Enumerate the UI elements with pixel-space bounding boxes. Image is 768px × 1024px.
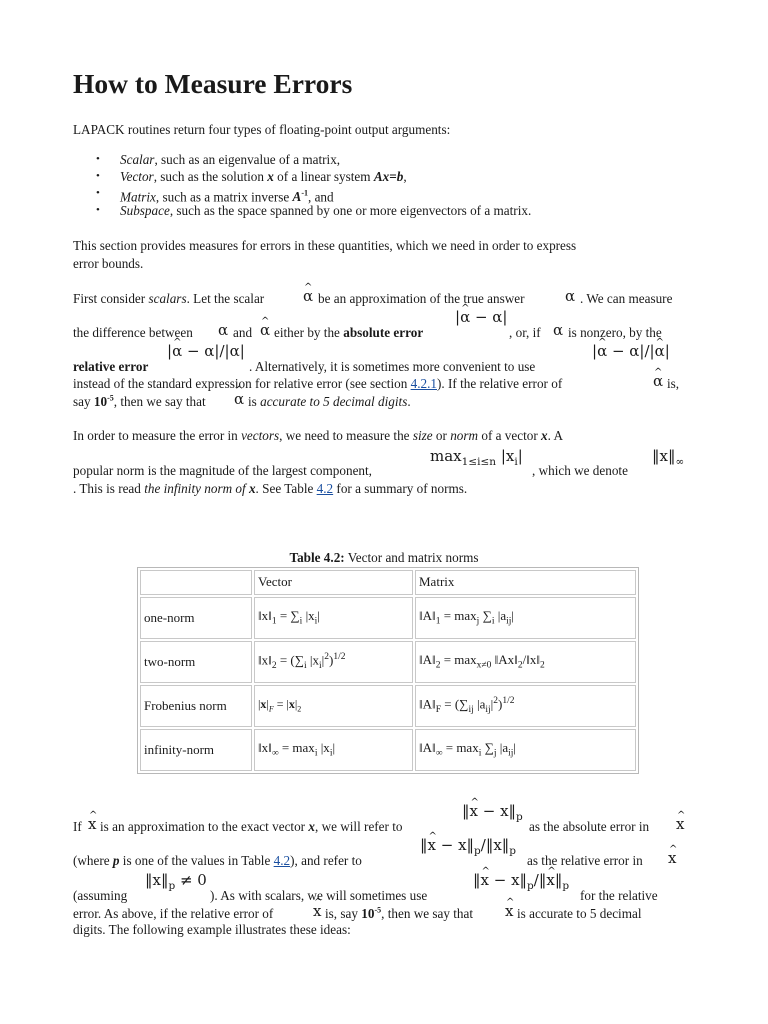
table-link-4-2[interactable]: 4.2: [316, 481, 334, 496]
matrix-norm-formula: $‖A‖_F = (\sum_{ij}$ $|a_{ij}|^2)^{1/2}$: [415, 685, 636, 727]
norm-name: two-norm: [140, 641, 252, 683]
intro-text: LAPACK routines return four types of floating-point output arguments:: [73, 122, 451, 137]
list-item: • Vector, such as the solution x of a linear system Ax=b,: [96, 168, 531, 185]
closing-line-1b: is an approximation to the exact vector x, we will refer to: [100, 819, 403, 834]
matrix-norm-formula: $‖A‖_1 = \max_j \sum_i$ $|a_{ij}|$: [415, 597, 636, 639]
vectors-line-3: . This is read the infinity norm of x. See Table 4.2 for a summary of norms.: [73, 481, 468, 496]
closing-line-3: (assuming: [73, 888, 128, 903]
closing-line-3c: for the relative: [580, 888, 658, 903]
abs-error-formula: |^ α − α|: [455, 308, 508, 328]
alt-rel-error-vector-formula: ‖^ $x - x‖_p/‖\^{}$ $x‖_p$: [473, 871, 569, 894]
closing-line-1c: as the absolute error in: [529, 819, 650, 834]
list-item: • Matrix, such as a matrix inverse $A^{-1}$, and: [96, 185, 531, 202]
norm-name: Frobenius norm: [140, 685, 252, 727]
scalars-line-2b: either by the absolute error: [274, 325, 424, 340]
max-component-formula: $\max_{1\le i\le n} |x_i|$: [430, 447, 523, 468]
vector-norm-formula: $|x|_F = |x|_2$: [254, 685, 413, 727]
scalars-line-2c: , or, if: [509, 325, 541, 340]
alt-rel-error-formula: |^ α − α|/|^ α|: [592, 342, 670, 362]
closing-line-4b: is, say $10^{-5}$, then we say that: [325, 905, 474, 921]
x-hat-symbol: ^ x: [505, 902, 513, 922]
x-hat-symbol: ^ x: [88, 815, 96, 835]
table-row: [140, 597, 636, 639]
alpha-hat-symbol: ^ α: [303, 287, 313, 307]
closing-line-3b: ). As with scalars, we will sometimes use: [210, 888, 428, 903]
vector-norm-formula: $‖x‖_1 = \sum_i$ $|x_i|$: [254, 597, 413, 639]
closing-line-2b: as the relative error in: [527, 853, 643, 868]
table-row: [140, 685, 636, 727]
scalars-line-4b: is,: [667, 376, 680, 391]
vector-norm-formula: $‖x‖_2 = (\sum_i$ $|x_i|^2)^{1/2}$: [254, 641, 413, 683]
word-and: and: [233, 325, 253, 340]
abs-error-vector-formula: ‖^ $x - x‖_p$: [462, 802, 523, 825]
list-item: • Subspace, such as the space spanned by one or more eigenvectors of a matrix.: [96, 202, 531, 219]
scalars-line-5: say $10^{-5}$, then we say that: [73, 393, 206, 409]
norm-nonzero-formula: $‖x‖_p \ne 0$: [145, 871, 207, 892]
table-row: [140, 729, 636, 771]
alpha-hat-symbol: ^ α: [234, 390, 244, 410]
table-row: [140, 641, 636, 683]
alpha-hat-symbol: ^ α: [653, 372, 663, 392]
header-cell: Vector: [254, 570, 413, 595]
vector-norm-formula: $‖x‖_\infty = \max_i |x_i|$: [254, 729, 413, 771]
norm-name: infinity-norm: [140, 729, 252, 771]
norm-name: one-norm: [140, 597, 252, 639]
paragraph-line: error bounds.: [73, 256, 144, 271]
closing-line-1: If: [73, 819, 82, 834]
infinity-norm-symbol: $‖x‖_\infty$: [652, 447, 685, 468]
alpha-symbol: α: [553, 321, 564, 339]
vectors-line-2: popular norm is the magnitude of the largest component,: [73, 463, 372, 478]
table-link-4-2[interactable]: 4.2: [273, 853, 291, 868]
matrix-norm-formula: $‖A‖_\infty = \max_i \sum_j$ $|a_{ij}|$: [415, 729, 636, 771]
scalars-line-2: the difference between: [73, 325, 193, 340]
norms-table: [137, 567, 639, 774]
table-header-row: [140, 570, 636, 595]
rel-error-vector-formula: ‖^ $x - x‖_p/‖x‖_p$: [420, 836, 516, 859]
scalars-line-3: relative error: [73, 359, 149, 374]
vectors-line-1: In order to measure the error in vectors, we need to measure the size or norm of a vector x. A: [73, 428, 564, 443]
alpha-symbol: α: [218, 321, 229, 339]
closing-line-4: error. As above, if the relative error of: [73, 906, 274, 921]
closing-line-4c: is accurate to 5 decimal: [517, 906, 642, 921]
header-cell: [140, 570, 252, 595]
table-caption: Table 4.2: Vector and matrix norms: [289, 550, 479, 565]
scalars-line-4: instead of the standard expression for relative error (see section 4.2.1). If the relative error of: [73, 376, 563, 391]
scalars-line-1: First consider scalars. Let the scalar: [73, 291, 265, 306]
scalars-line-2d: is nonzero, by the: [568, 325, 662, 340]
x-hat-symbol: ^ x: [668, 849, 676, 869]
rel-error-formula: |^ α − α|/|α|: [167, 342, 245, 362]
page-title: How to Measure Errors: [73, 68, 353, 99]
paragraph-line: This section provides measures for errors in these quantities, which we need in order to express: [73, 238, 577, 253]
scalars-line-3b: . Alternatively, it is sometimes more convenient to use: [249, 359, 536, 374]
header-cell: Matrix: [415, 570, 636, 595]
list-item: • Scalar, such as an eigenvalue of a matrix,: [96, 151, 531, 168]
vectors-line-2b: , which we denote: [532, 463, 628, 478]
matrix-norm-formula: $‖A‖_2 = \max_{x\ne 0}$ $‖Ax‖_2/‖x‖_2$: [415, 641, 636, 683]
section-link-4-2-1[interactable]: 4.2.1: [410, 376, 437, 391]
closing-line-2: (where p is one of the values in Table 4.2), and refer to: [73, 853, 362, 868]
scalars-line-1b: be an approximation of the true answer: [318, 291, 525, 306]
x-hat-symbol: ^ x: [313, 902, 321, 922]
alpha-symbol: α: [565, 287, 576, 305]
alpha-hat-symbol: ^ α: [260, 321, 270, 341]
output-types-list: [96, 151, 531, 219]
scalars-line-5b: is accurate to 5 decimal digits.: [248, 394, 411, 409]
closing-line-5: digits. The following example illustrates these ideas:: [73, 922, 351, 937]
x-hat-symbol: ^ x: [676, 815, 684, 835]
scalars-line-1c: . We can measure: [580, 291, 673, 306]
